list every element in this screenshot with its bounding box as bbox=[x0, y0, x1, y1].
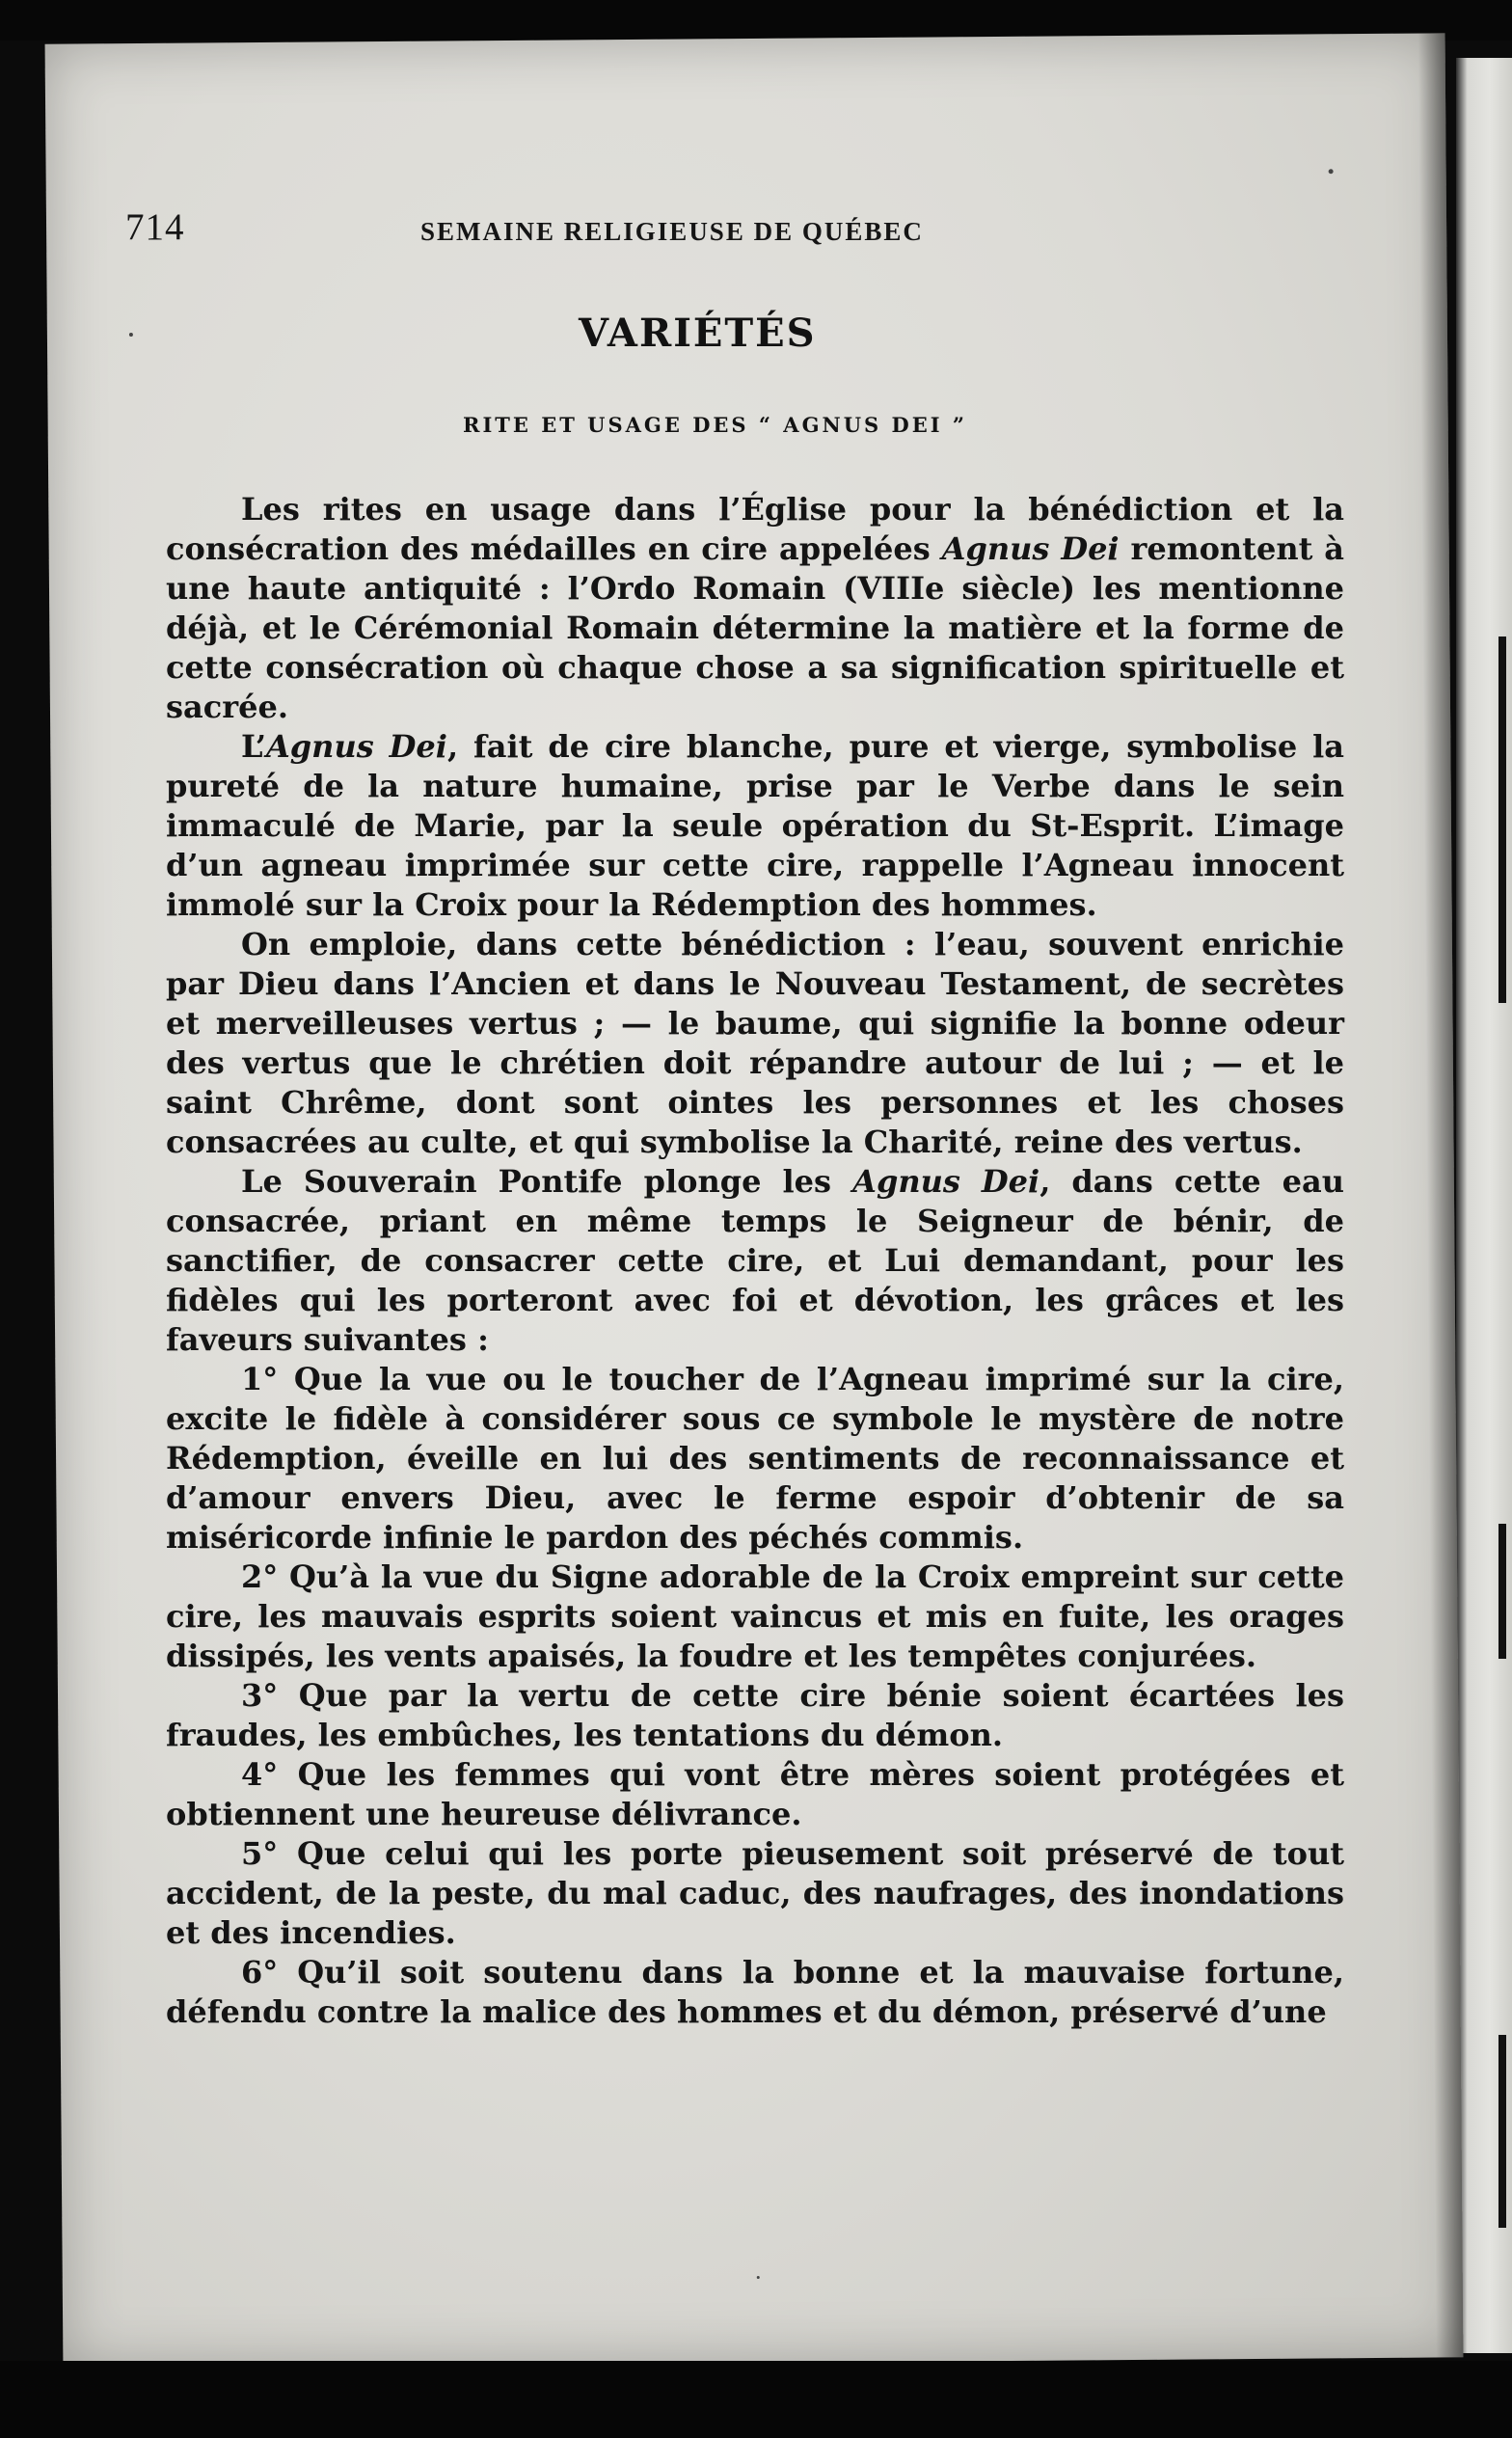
paragraph-4: Le Souverain Pontife plonge les Agnus Dei, dans cette eau consacrée, priant en même temps le Seigneur de bénir, de sanctifier, de consacrer cette cire, et Lui demandant, pour les fidèles qui les porteront avec foi et dévotion, les grâces et les faveurs suivantes : bbox=[166, 1163, 1345, 1358]
scan-frame-bottom bbox=[0, 2361, 1512, 2438]
paragraph-item-5: 5° Que celui qui les porte pieusement soit préservé de tout accident, de la peste, du mal caduc, des naufrages, des inondations et des incendies. bbox=[166, 1835, 1344, 1951]
page-number: 714 bbox=[125, 206, 185, 248]
journal-title: SEMAINE RELIGIEUSE DE QUÉBEC bbox=[420, 217, 924, 246]
paragraph-item-1: 1° Que la vue ou le toucher de l’Agneau imprimé sur la cire, excite le fidèle à considérer sous ce symbole le mystère de notre Rédemption, éveille en lui des sentiments de reconnaissance et d’amour envers Dieu, avec le ferme espoir d’obtenir de sa miséricorde infinie le pardon des péchés commis. bbox=[166, 1361, 1344, 1556]
paragraph-item-6: 6° Qu’il soit soutenu dans la bonne et la mauvaise fortune, défendu contre la malice des hommes et du démon, préservé d’une bbox=[166, 1954, 1344, 2030]
adjacent-page-edge bbox=[1456, 58, 1512, 2353]
article-title: RITE ET USAGE DES “ AGNUS DEI ” bbox=[463, 413, 967, 437]
section-title: VARIÉTÉS bbox=[579, 311, 817, 356]
running-head bbox=[125, 205, 1090, 263]
article-body bbox=[166, 490, 1344, 2032]
paragraph-1: Les rites en usage dans l’Église pour la bénédiction et la consécration des médailles en cire appelées Agnus Dei remontent à une haute antiquité : l’Ordo Romain (VIIIe siècle) les mentionne déjà, et le Cérémonial Romain détermine la matière et la forme de cette consécration où chaque chose a sa signification spirituelle et sacrée. bbox=[166, 491, 1345, 725]
paragraph-item-4: 4° Que les femmes qui vont être mères soient protégées et obtiennent une heureuse délivrance. bbox=[166, 1756, 1344, 1832]
paragraph-3: On emploie, dans cette bénédiction : l’eau, souvent enrichie par Dieu dans l’Ancien et dans le Nouveau Testament, de secrètes et merveilleuses vertus ; — le baume, qui signifie la bonne odeur des vertus que le chrétien doit répandre autour de lui ; — et le saint Chrême, dont sont ointes les personnes et les choses consacrées au culte, et qui symbolise la Charité, reine des vertus. bbox=[166, 926, 1344, 1160]
paragraph-2: L’Agnus Dei, fait de cire blanche, pure et vierge, symbolise la pureté de la nature humaine, prise par le Verbe dans le sein immaculé de Marie, par la seule opération du St-Esprit. L’image d’un agneau imprimée sur cette cire, rappelle l’Agneau innocent immolé sur la Croix pour la Rédemption des hommes. bbox=[166, 728, 1345, 923]
paragraph-item-3: 3° Que par la vertu de cette cire bénie soient écartées les fraudes, les embûches, les tentations du démon. bbox=[166, 1677, 1344, 1753]
paragraph-item-2: 2° Qu’à la vue du Signe adorable de la Croix empreint sur cette cire, les mauvais esprits soient vaincus et mis en fuite, les orages dissipés, les vents apaisés, la foudre et les tempêtes conjurées. bbox=[166, 1558, 1344, 1674]
